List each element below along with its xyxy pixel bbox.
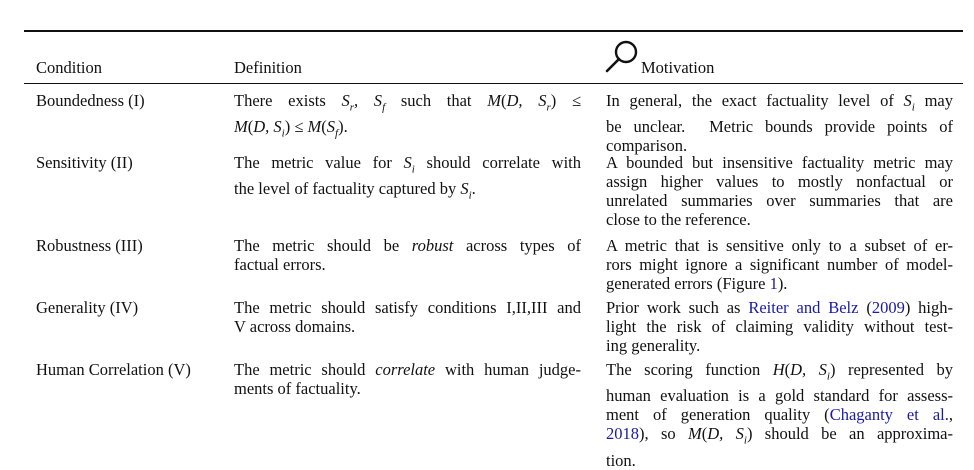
row-motivation: A metric that is sensitive only to a subset of er- rors might ignore a significant number of model- generated errors (Figure 1).	[606, 236, 953, 293]
header-definition: Definition	[234, 58, 302, 77]
figure-link[interactable]: 1	[769, 274, 778, 293]
row-motivation: In general, the exact factuality level of $S_i$ may be unclear. Metric bounds provide points of comparison.	[606, 91, 953, 156]
row-definition: The metric value for $S_i$ should correlate with the level of factuality captured by $S_i$.	[234, 153, 581, 202]
row-motivation: The scoring function H(D, $S_i$) represented by human evaluation is a gold standard for assess- ment of generation quality (Chaganty et al., 2018), so M(D, $S_i$) should be an approxima- tion.	[606, 360, 954, 470]
header-condition: Condition	[36, 58, 103, 77]
row-condition: Boundedness (I)	[36, 91, 145, 110]
citation-link[interactable]: Reiter and Belz	[748, 298, 859, 317]
row-definition: The metric should be robust across types of factual errors.	[234, 236, 581, 274]
row-definition: There exists $S_r$, $S_f$ such that M(D, $S_r$) ≤ M(D, $S_i) \le M(S_f)$.	[234, 91, 581, 140]
row-condition: Human Correlation (V)	[36, 360, 191, 379]
row-condition: Sensitivity (II)	[36, 153, 133, 172]
row-condition: Generality (IV)	[36, 298, 139, 317]
table-header-rule	[24, 83, 963, 84]
citation-year-link[interactable]: 2009	[871, 298, 905, 317]
row-motivation: Prior work such as Reiter and Belz (2009) high- light the risk of claiming validity without test- ing generality.	[606, 298, 953, 355]
row-definition: The metric should satisfy conditions I,II,III and V across domains.	[234, 298, 581, 336]
table-top-rule	[24, 30, 963, 32]
magnifying-glass-icon	[604, 38, 642, 76]
header-motivation: Motivation	[641, 58, 715, 77]
row-motivation: A bounded but insensitive factuality metric may assign higher values to mostly nonfactual or unrelated summaries over summaries that are close to the reference.	[606, 153, 953, 229]
row-definition: The metric should correlate with human judge- ments of factuality.	[234, 360, 581, 398]
row-condition: Robustness (III)	[36, 236, 143, 255]
citation-year-link[interactable]: 2018	[606, 424, 639, 444]
citation-link[interactable]: Chaganty et al.	[829, 405, 949, 425]
